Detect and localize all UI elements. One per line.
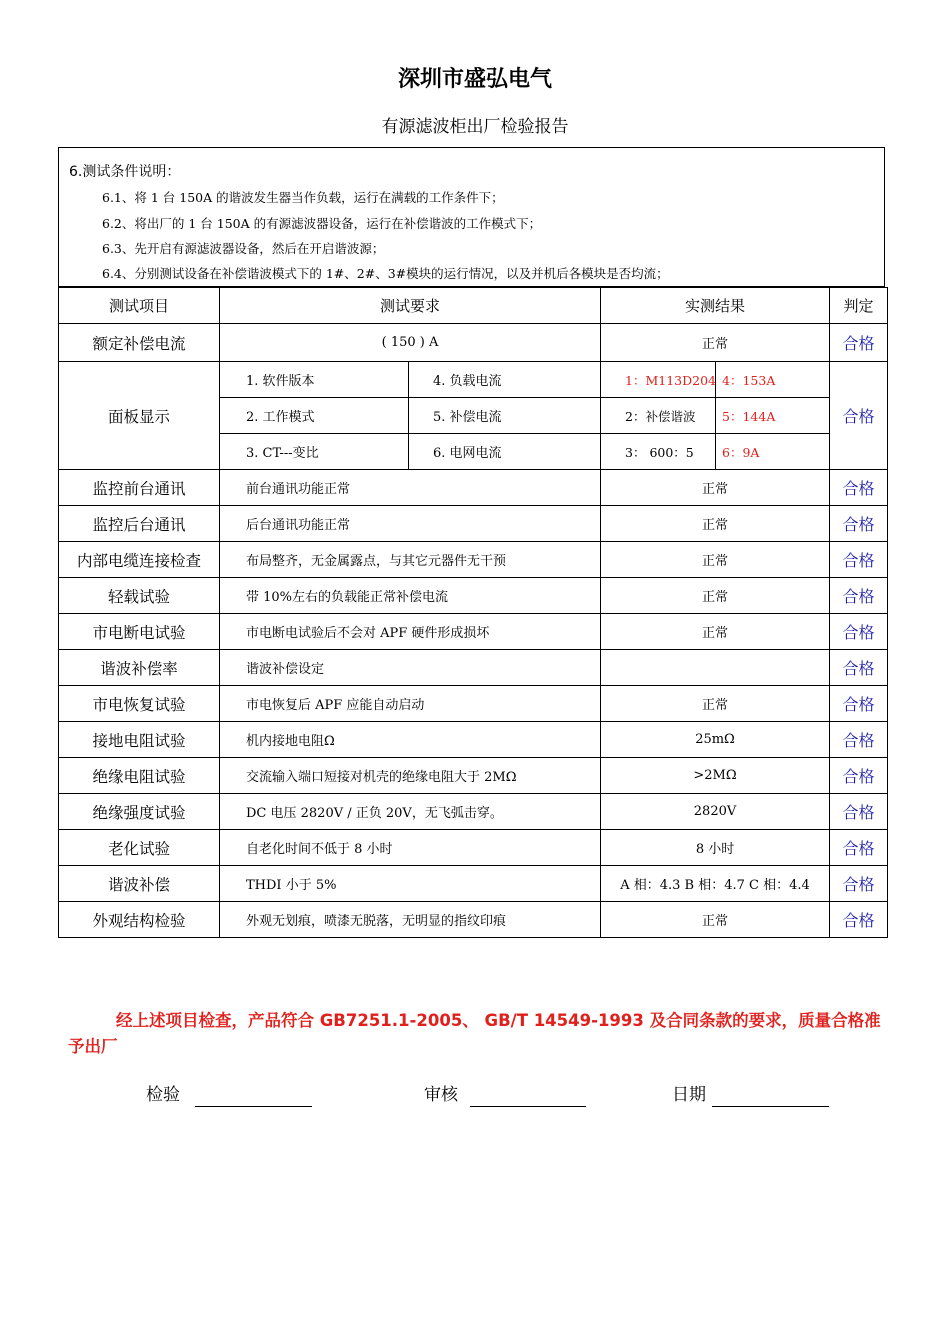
condition-line: 6.2、将出厂的 1 台 150A 的有源滤波器设备，运行在补偿谐波的工作模式下； (102, 216, 542, 231)
date-label: 日期 (672, 1085, 706, 1105)
row-item: 市电恢复试验 (59, 686, 220, 722)
panel-result: 6：9A (716, 434, 830, 470)
row-verdict: 合格 (830, 542, 888, 578)
panel-result: 1：M113D204 (601, 362, 716, 398)
conditions-heading: 6.测试条件说明： (69, 164, 181, 180)
row-item: 老化试验 (59, 830, 220, 866)
date-signature-line[interactable] (712, 1106, 829, 1107)
inspector-label: 检验 (146, 1085, 180, 1105)
row-verdict: 合格 (830, 758, 888, 794)
panel-param: 1. 软件版本 (220, 362, 409, 398)
table-row (59, 758, 888, 794)
panel-result: 3： 600：5 (601, 434, 716, 470)
row-verdict: 合格 (830, 686, 888, 722)
row-requirement: DC 电压 2820V / 正负 20V，无飞弧击穿。 (220, 794, 601, 830)
panel-param: 2. 工作模式 (220, 398, 409, 434)
table-row (59, 324, 888, 362)
report-title: 有源滤波柜出厂检验报告 (381, 117, 569, 137)
row-item: 市电断电试验 (59, 614, 220, 650)
row-item: 轻载试验 (59, 578, 220, 614)
inspector-signature-line[interactable] (195, 1106, 312, 1107)
reviewer-label: 审核 (424, 1085, 458, 1105)
header-verdict: 判定 (830, 288, 888, 324)
header-measured-result: 实测结果 (601, 288, 830, 324)
row-verdict: 合格 (830, 830, 888, 866)
row-result: 正常 (601, 506, 830, 542)
inspection-table (58, 287, 888, 938)
row-result: 正常 (601, 614, 830, 650)
row-requirement: 自老化时间不低于 8 小时 (220, 830, 601, 866)
row-verdict: 合格 (830, 578, 888, 614)
row-item: 谐波补偿率 (59, 650, 220, 686)
row-requirement: 带 10%左右的负载能正常补偿电流 (220, 578, 601, 614)
row-verdict: 合格 (830, 794, 888, 830)
row-requirement: 后台通讯功能正常 (220, 506, 601, 542)
company-name: 深圳市盛弘电气 (397, 67, 552, 92)
panel-result: 4：153A (716, 362, 830, 398)
row-item: 谐波补偿 (59, 866, 220, 902)
conclusion-text (68, 1008, 888, 1060)
header-test-item: 测试项目 (59, 288, 220, 324)
table-row (59, 722, 888, 758)
row-item: 外观结构检验 (59, 902, 220, 938)
panel-result: 5：144A (716, 398, 830, 434)
row-result (601, 650, 830, 686)
row-verdict: 合格 (830, 470, 888, 506)
table-row (59, 866, 888, 902)
row-requirement: THDI 小于 5% (220, 866, 601, 902)
panel-param: 4. 负载电流 (409, 362, 601, 398)
table-row (59, 650, 888, 686)
row-requirement: 外观无划痕，喷漆无脱落，无明显的指纹印痕 (220, 902, 601, 938)
table-row (59, 686, 888, 722)
table-row (59, 470, 888, 506)
row-requirement: 机内接地电阻Ω (220, 722, 601, 758)
row-verdict: 合格 (830, 650, 888, 686)
panel-result: 2：补偿谐波 (601, 398, 716, 434)
row-requirement: 布局整齐，无金属露点，与其它元器件无干预 (220, 542, 601, 578)
row-item: 绝缘强度试验 (59, 794, 220, 830)
conclusion-body: 经上述项目检查，产品符合 GB7251.1-2005、 GB/T 14549-1993 及合同条款的要求，质量合格准予出厂 (68, 1011, 881, 1056)
table-row (59, 506, 888, 542)
row-verdict: 合格 (830, 506, 888, 542)
row-result: 2820V (601, 794, 830, 830)
row-result: 25mΩ (601, 722, 830, 758)
table-row (59, 902, 888, 938)
table-row (59, 578, 888, 614)
row-requirement: 交流输入端口短接对机壳的绝缘电阻大于 2MΩ (220, 758, 601, 794)
row-result: >2MΩ (601, 758, 830, 794)
table-row (59, 794, 888, 830)
row-verdict: 合格 (830, 902, 888, 938)
header-test-requirement: 测试要求 (220, 288, 601, 324)
row-verdict: 合格 (830, 324, 888, 362)
panel-param: 6. 电网电流 (409, 434, 601, 470)
condition-line: 6.4、分别测试设备在补偿谐波模式下的 1#、2#、3#模块的运行情况，以及并机后各模块是否均流； (102, 266, 669, 281)
row-requirement: 谐波补偿设定 (220, 650, 601, 686)
test-conditions-box (58, 147, 885, 287)
row-requirement: 市电断电试验后不会对 APF 硬件形成损坏 (220, 614, 601, 650)
row-item: 监控后台通讯 (59, 506, 220, 542)
row-result: A 相：4.3 B 相：4.7 C 相：4.4 (601, 866, 830, 902)
row-verdict: 合格 (830, 362, 888, 470)
panel-param: 5. 补偿电流 (409, 398, 601, 434)
row-requirement: 前台通讯功能正常 (220, 470, 601, 506)
row-verdict: 合格 (830, 866, 888, 902)
condition-line: 6.1、将 1 台 150A 的谐波发生器当作负载，运行在满载的工作条件下； (102, 190, 504, 205)
table-row (59, 830, 888, 866)
reviewer-signature-line[interactable] (470, 1106, 586, 1107)
condition-line: 6.3、先开启有源滤波器设备，然后在开启谐波源； (102, 241, 385, 256)
row-result: 正常 (601, 578, 830, 614)
row-item: 额定补偿电流 (59, 324, 220, 362)
table-row (59, 542, 888, 578)
row-result: 正常 (601, 542, 830, 578)
panel-row (59, 362, 888, 398)
table-header-row (59, 288, 888, 324)
row-item: 内部电缆连接检查 (59, 542, 220, 578)
table-row (59, 614, 888, 650)
row-verdict: 合格 (830, 614, 888, 650)
row-requirement: ( 150 ) A (220, 324, 601, 362)
row-result: 正常 (601, 470, 830, 506)
row-item: 绝缘电阻试验 (59, 758, 220, 794)
row-verdict: 合格 (830, 722, 888, 758)
row-result: 8 小时 (601, 830, 830, 866)
row-result: 正常 (601, 902, 830, 938)
panel-param: 3. CT---变比 (220, 434, 409, 470)
row-item: 面板显示 (59, 362, 220, 470)
row-item: 监控前台通讯 (59, 470, 220, 506)
row-requirement: 市电恢复后 APF 应能自动启动 (220, 686, 601, 722)
row-result: 正常 (601, 686, 830, 722)
row-item: 接地电阻试验 (59, 722, 220, 758)
row-result: 正常 (601, 324, 830, 362)
